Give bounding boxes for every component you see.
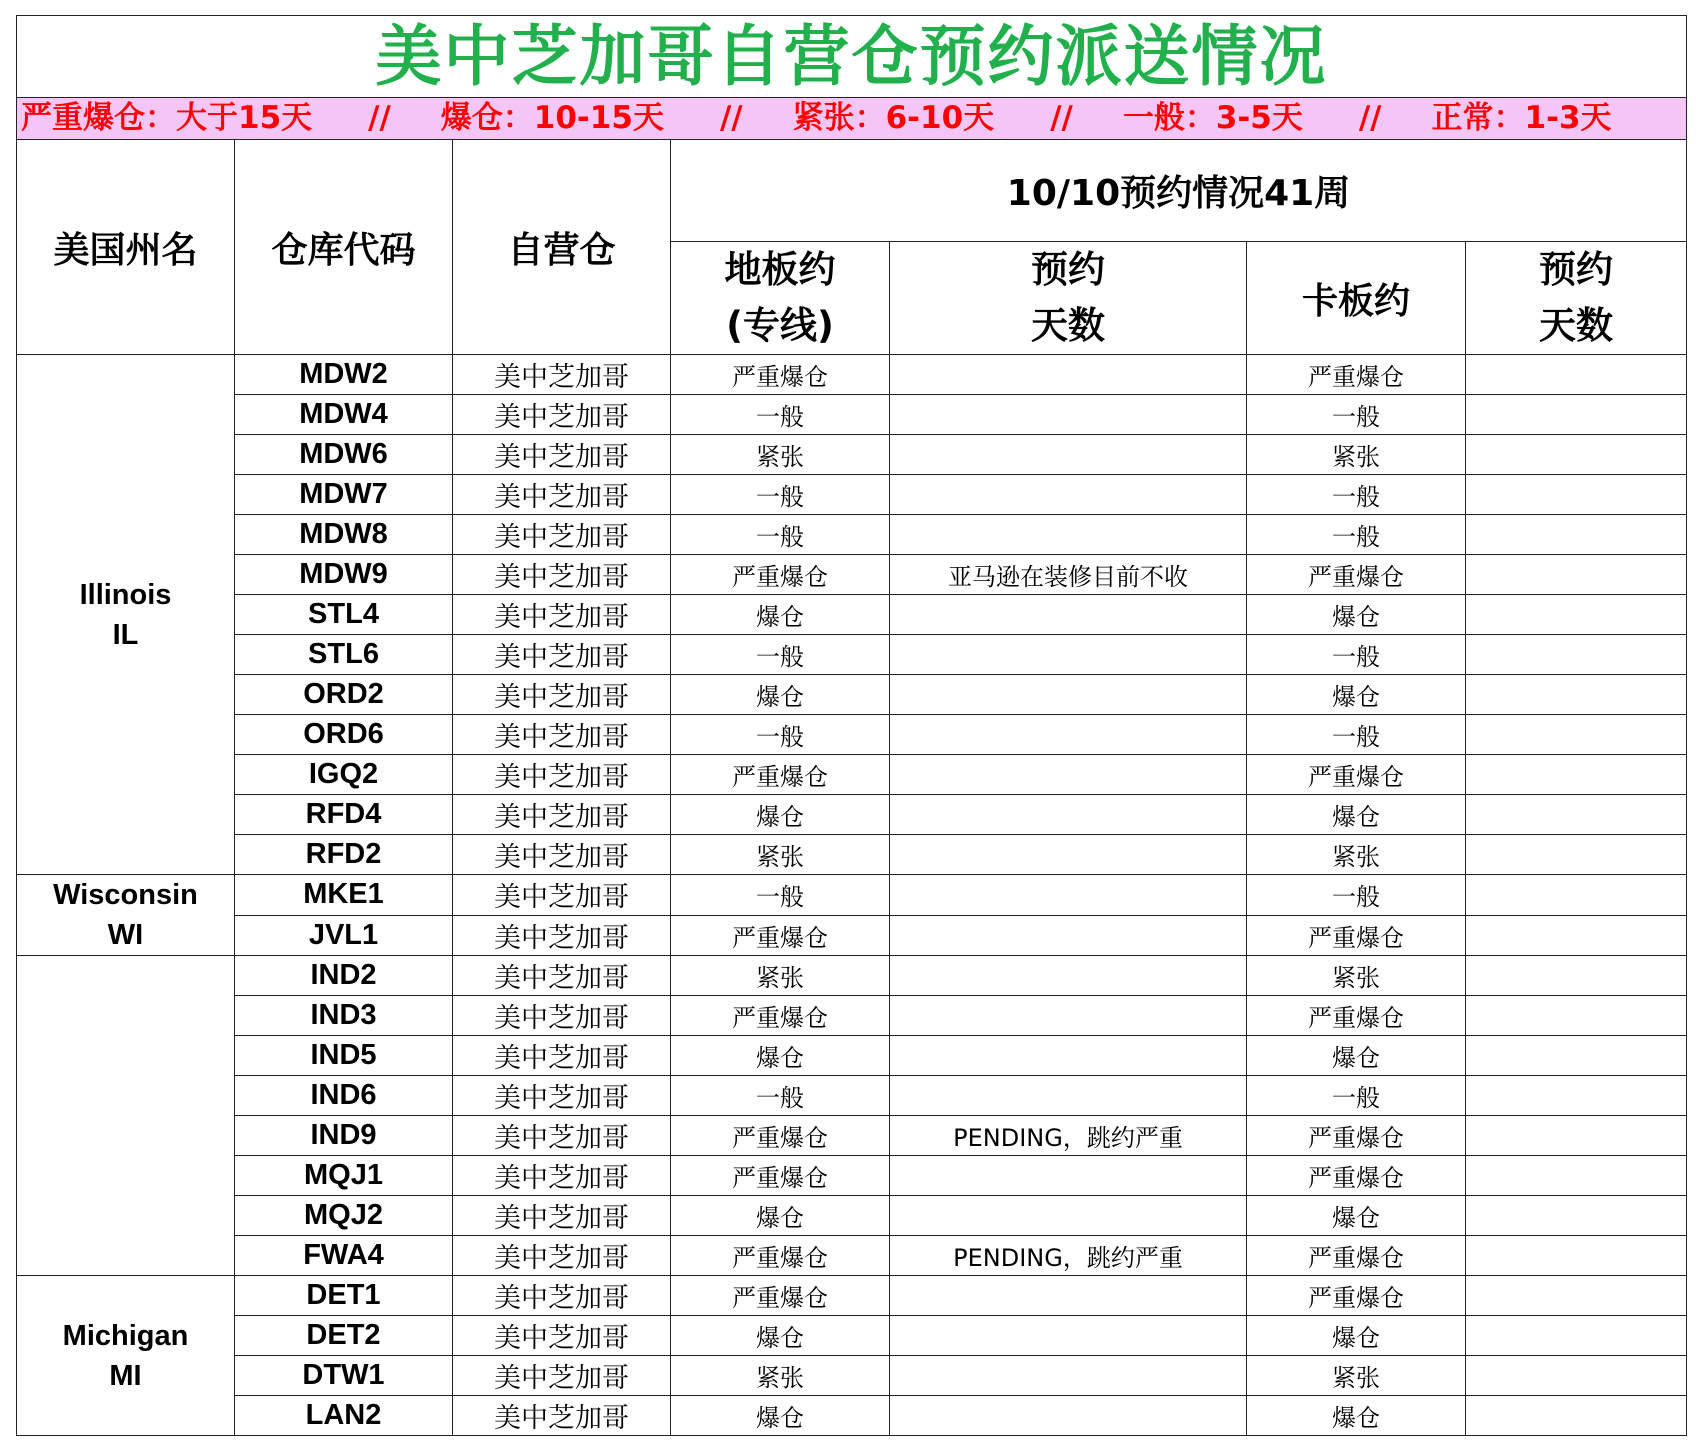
pallet-status-cell: 严重爆仓: [1247, 1276, 1466, 1316]
pallet-status-cell: 一般: [1247, 875, 1466, 916]
pallet-days-cell: [1466, 1076, 1687, 1116]
pallet-status-cell: 爆仓: [1247, 1396, 1466, 1436]
pallet-days-cell: [1466, 1316, 1687, 1356]
pallet-status-cell: 严重爆仓: [1247, 1236, 1466, 1276]
own-warehouse-cell: 美中芝加哥: [453, 395, 671, 435]
legend-separator: //: [1358, 100, 1382, 136]
pallet-status-cell: 爆仓: [1247, 1316, 1466, 1356]
floor-status-cell: 严重爆仓: [671, 996, 890, 1036]
pallet-status-cell: 一般: [1247, 475, 1466, 515]
warehouse-code-cell: RFD4: [235, 795, 453, 835]
header-pallet: 卡板约: [1247, 242, 1466, 355]
pallet-days-cell: [1466, 555, 1687, 595]
legend-item: 正常：1-3天: [1431, 100, 1612, 136]
floor-days-cell: [890, 1036, 1247, 1076]
header-days2-line2: 天数: [1539, 304, 1613, 347]
floor-status-cell: 一般: [671, 875, 890, 916]
warehouse-code-cell: MDW9: [235, 555, 453, 595]
header-code: 仓库代码: [235, 140, 453, 355]
header-days2-line1: 预约: [1539, 248, 1613, 291]
table-row: [17, 835, 1687, 875]
page-title: 美中芝加哥自营仓预约派送情况: [17, 16, 1687, 98]
pallet-status-cell: 一般: [1247, 395, 1466, 435]
pallet-status-cell: 一般: [1247, 635, 1466, 675]
table-row: [17, 875, 1687, 916]
table-row: [17, 1076, 1687, 1116]
floor-days-cell: [890, 515, 1247, 555]
own-warehouse-cell: 美中芝加哥: [453, 1276, 671, 1316]
own-warehouse-cell: 美中芝加哥: [453, 635, 671, 675]
own-warehouse-cell: 美中芝加哥: [453, 915, 671, 956]
own-warehouse-cell: 美中芝加哥: [453, 875, 671, 916]
floor-status-cell: 严重爆仓: [671, 355, 890, 395]
floor-status-cell: 爆仓: [671, 795, 890, 835]
pallet-days-cell: [1466, 475, 1687, 515]
legend-item: 爆仓：10-15天: [440, 100, 664, 136]
pallet-days-cell: [1466, 595, 1687, 635]
warehouse-code-cell: FWA4: [235, 1236, 453, 1276]
table-row: [17, 395, 1687, 435]
floor-status-cell: 紧张: [671, 435, 890, 475]
floor-days-cell: [890, 915, 1247, 956]
floor-days-cell: [890, 395, 1247, 435]
pallet-days-cell: [1466, 1236, 1687, 1276]
warehouse-code-cell: MDW2: [235, 355, 453, 395]
pallet-days-cell: [1466, 835, 1687, 875]
floor-status-cell: 紧张: [671, 1356, 890, 1396]
pallet-status-cell: 紧张: [1247, 835, 1466, 875]
warehouse-code-cell: MQJ1: [235, 1156, 453, 1196]
pallet-days-cell: [1466, 675, 1687, 715]
floor-days-cell: [890, 1396, 1247, 1436]
pallet-status-cell: 严重爆仓: [1247, 1116, 1466, 1156]
floor-status-cell: 爆仓: [671, 1316, 890, 1356]
pallet-status-cell: 严重爆仓: [1247, 915, 1466, 956]
pallet-days-cell: [1466, 915, 1687, 956]
own-warehouse-cell: 美中芝加哥: [453, 996, 671, 1036]
warehouse-code-cell: IND5: [235, 1036, 453, 1076]
table-row: [17, 715, 1687, 755]
warehouse-code-cell: LAN2: [235, 1396, 453, 1436]
floor-days-cell: [890, 1276, 1247, 1316]
floor-status-cell: 爆仓: [671, 1196, 890, 1236]
pallet-days-cell: [1466, 715, 1687, 755]
warehouse-code-cell: RFD2: [235, 835, 453, 875]
floor-status-cell: 紧张: [671, 956, 890, 996]
floor-status-cell: 严重爆仓: [671, 1276, 890, 1316]
state-abbr: WI: [107, 919, 144, 951]
pallet-days-cell: [1466, 795, 1687, 835]
floor-status-cell: 严重爆仓: [671, 1236, 890, 1276]
header-floor: [671, 242, 890, 355]
state-abbr: MI: [109, 1359, 142, 1392]
own-warehouse-cell: 美中芝加哥: [453, 555, 671, 595]
table-row: [17, 555, 1687, 595]
floor-days-cell: [890, 875, 1247, 916]
warehouse-code-cell: IND2: [235, 956, 453, 996]
warehouse-code-cell: MDW6: [235, 435, 453, 475]
floor-days-cell: [890, 355, 1247, 395]
floor-days-cell: [890, 795, 1247, 835]
table-row: [17, 1156, 1687, 1196]
state-name: Illinois: [79, 578, 172, 611]
floor-days-cell: [890, 1156, 1247, 1196]
table-row: [17, 755, 1687, 795]
floor-status-cell: 严重爆仓: [671, 755, 890, 795]
header-own: 自营仓: [453, 140, 671, 355]
state-name: Wisconsin: [53, 879, 198, 911]
table-row: [17, 1356, 1687, 1396]
table-row: [17, 595, 1687, 635]
own-warehouse-cell: 美中芝加哥: [453, 1396, 671, 1436]
own-warehouse-cell: 美中芝加哥: [453, 435, 671, 475]
floor-status-cell: 爆仓: [671, 675, 890, 715]
table-row: [17, 515, 1687, 555]
warehouse-code-cell: JVL1: [235, 915, 453, 956]
pallet-days-cell: [1466, 1276, 1687, 1316]
floor-status-cell: 一般: [671, 515, 890, 555]
schedule-table: [16, 15, 1687, 1436]
pallet-status-cell: 一般: [1247, 515, 1466, 555]
own-warehouse-cell: 美中芝加哥: [453, 515, 671, 555]
pallet-days-cell: [1466, 1396, 1687, 1436]
pallet-days-cell: [1466, 635, 1687, 675]
warehouse-code-cell: STL6: [235, 635, 453, 675]
warehouse-code-cell: MDW7: [235, 475, 453, 515]
warehouse-code-cell: IND6: [235, 1076, 453, 1116]
schedule-sheet: [16, 15, 1686, 1436]
own-warehouse-cell: 美中芝加哥: [453, 1236, 671, 1276]
pallet-days-cell: [1466, 755, 1687, 795]
pallet-status-cell: 紧张: [1247, 956, 1466, 996]
state-cell: [17, 355, 235, 875]
floor-days-cell: [890, 1076, 1247, 1116]
warehouse-code-cell: MQJ2: [235, 1196, 453, 1236]
warehouse-code-cell: IGQ2: [235, 755, 453, 795]
own-warehouse-cell: 美中芝加哥: [453, 835, 671, 875]
floor-status-cell: 严重爆仓: [671, 1156, 890, 1196]
table-row: [17, 635, 1687, 675]
pallet-days-cell: [1466, 355, 1687, 395]
table-row: [17, 475, 1687, 515]
pallet-status-cell: 严重爆仓: [1247, 555, 1466, 595]
pallet-status-cell: 一般: [1247, 1076, 1466, 1116]
pallet-status-cell: 严重爆仓: [1247, 996, 1466, 1036]
floor-status-cell: 一般: [671, 395, 890, 435]
own-warehouse-cell: 美中芝加哥: [453, 1356, 671, 1396]
floor-days-cell: [890, 595, 1247, 635]
pallet-status-cell: 紧张: [1247, 1356, 1466, 1396]
warehouse-code-cell: MKE1: [235, 875, 453, 916]
table-row: [17, 996, 1687, 1036]
legend-item: 严重爆仓：大于15天: [21, 100, 313, 136]
header-days2: [1466, 242, 1687, 355]
table-row: [17, 1316, 1687, 1356]
own-warehouse-cell: 美中芝加哥: [453, 475, 671, 515]
warehouse-code-cell: ORD2: [235, 675, 453, 715]
table-row: [17, 1236, 1687, 1276]
own-warehouse-cell: 美中芝加哥: [453, 1036, 671, 1076]
own-warehouse-cell: 美中芝加哥: [453, 956, 671, 996]
floor-days-cell: PENDING，跳约严重: [890, 1236, 1247, 1276]
floor-days-cell: [890, 675, 1247, 715]
pallet-days-cell: [1466, 1356, 1687, 1396]
floor-status-cell: 爆仓: [671, 595, 890, 635]
state-cell: [17, 956, 235, 1276]
warehouse-code-cell: DET2: [235, 1316, 453, 1356]
pallet-status-cell: 一般: [1247, 715, 1466, 755]
table-row: [17, 355, 1687, 395]
state-name: Michigan: [62, 1319, 189, 1352]
own-warehouse-cell: 美中芝加哥: [453, 1116, 671, 1156]
pallet-days-cell: [1466, 996, 1687, 1036]
warehouse-code-cell: ORD6: [235, 715, 453, 755]
own-warehouse-cell: 美中芝加哥: [453, 675, 671, 715]
floor-days-cell: [890, 1316, 1247, 1356]
table-row: [17, 915, 1687, 956]
floor-days-cell: [890, 475, 1247, 515]
own-warehouse-cell: 美中芝加哥: [453, 1156, 671, 1196]
pallet-status-cell: 爆仓: [1247, 795, 1466, 835]
floor-status-cell: 爆仓: [671, 1396, 890, 1436]
state-cell: [17, 1276, 235, 1436]
legend-separator: //: [368, 100, 391, 136]
pallet-status-cell: 爆仓: [1247, 1036, 1466, 1076]
pallet-days-cell: [1466, 1156, 1687, 1196]
pallet-days-cell: [1466, 515, 1687, 555]
pallet-status-cell: 爆仓: [1247, 595, 1466, 635]
state-abbr: IL: [112, 618, 139, 651]
floor-status-cell: 严重爆仓: [671, 915, 890, 956]
legend-bar: [17, 98, 1687, 140]
own-warehouse-cell: 美中芝加哥: [453, 1196, 671, 1236]
warehouse-code-cell: MDW4: [235, 395, 453, 435]
pallet-days-cell: [1466, 395, 1687, 435]
header-week: 10/10预约情况41周: [671, 140, 1687, 242]
floor-days-cell: [890, 1196, 1247, 1236]
header-days-line2: 天数: [1031, 304, 1105, 347]
pallet-status-cell: 严重爆仓: [1247, 355, 1466, 395]
pallet-days-cell: [1466, 435, 1687, 475]
table-row: [17, 1276, 1687, 1316]
pallet-days-cell: [1466, 875, 1687, 916]
floor-status-cell: 严重爆仓: [671, 1116, 890, 1156]
legend-separator: //: [719, 100, 743, 136]
floor-status-cell: 一般: [671, 475, 890, 515]
floor-days-cell: [890, 435, 1247, 475]
header-days-line1: 预约: [1031, 248, 1105, 291]
floor-status-cell: 一般: [671, 715, 890, 755]
own-warehouse-cell: 美中芝加哥: [453, 355, 671, 395]
pallet-status-cell: 爆仓: [1247, 675, 1466, 715]
own-warehouse-cell: 美中芝加哥: [453, 715, 671, 755]
floor-days-cell: [890, 635, 1247, 675]
header-floor-line1: 地板约: [724, 248, 836, 291]
warehouse-code-cell: STL4: [235, 595, 453, 635]
pallet-days-cell: [1466, 1036, 1687, 1076]
pallet-status-cell: 严重爆仓: [1247, 1156, 1466, 1196]
warehouse-code-cell: IND9: [235, 1116, 453, 1156]
floor-days-cell: PENDING，跳约严重: [890, 1116, 1247, 1156]
warehouse-code-cell: DET1: [235, 1276, 453, 1316]
floor-days-cell: 亚马逊在装修目前不收: [890, 555, 1247, 595]
header-state: 美国州名: [17, 140, 235, 355]
warehouse-code-cell: MDW8: [235, 515, 453, 555]
pallet-days-cell: [1466, 1196, 1687, 1236]
table-row: [17, 956, 1687, 996]
table-row: [17, 1396, 1687, 1436]
warehouse-code-cell: IND3: [235, 996, 453, 1036]
floor-days-cell: [890, 956, 1247, 996]
floor-status-cell: 爆仓: [671, 1036, 890, 1076]
floor-days-cell: [890, 835, 1247, 875]
header-days: [890, 242, 1247, 355]
legend-item: 一般：3-5天: [1122, 100, 1303, 136]
floor-days-cell: [890, 755, 1247, 795]
own-warehouse-cell: 美中芝加哥: [453, 1076, 671, 1116]
pallet-days-cell: [1466, 956, 1687, 996]
floor-days-cell: [890, 1356, 1247, 1396]
floor-status-cell: 严重爆仓: [671, 555, 890, 595]
floor-status-cell: 紧张: [671, 835, 890, 875]
table-row: [17, 675, 1687, 715]
own-warehouse-cell: 美中芝加哥: [453, 1316, 671, 1356]
own-warehouse-cell: 美中芝加哥: [453, 595, 671, 635]
floor-status-cell: 一般: [671, 1076, 890, 1116]
pallet-status-cell: 严重爆仓: [1247, 755, 1466, 795]
table-row: [17, 435, 1687, 475]
floor-status-cell: 一般: [671, 635, 890, 675]
pallet-status-cell: 爆仓: [1247, 1196, 1466, 1236]
table-row: [17, 1196, 1687, 1236]
floor-days-cell: [890, 996, 1247, 1036]
pallet-status-cell: 紧张: [1247, 435, 1466, 475]
own-warehouse-cell: 美中芝加哥: [453, 755, 671, 795]
state-cell: [17, 875, 235, 956]
pallet-days-cell: [1466, 1116, 1687, 1156]
table-row: [17, 1036, 1687, 1076]
floor-days-cell: [890, 715, 1247, 755]
warehouse-code-cell: DTW1: [235, 1356, 453, 1396]
table-row: [17, 795, 1687, 835]
own-warehouse-cell: 美中芝加哥: [453, 795, 671, 835]
table-row: [17, 1116, 1687, 1156]
legend-item: 紧张：6-10天: [792, 100, 995, 136]
header-floor-line2: (专线): [726, 304, 834, 347]
legend-separator: //: [1050, 100, 1073, 136]
